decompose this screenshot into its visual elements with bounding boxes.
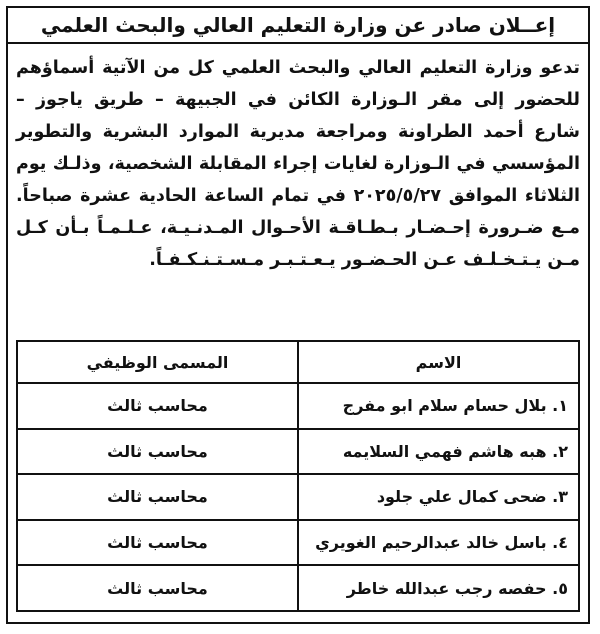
header-job-title: المسمى الوظيفي [17,341,298,383]
candidate-job-title: محاسب ثالث [17,383,298,429]
candidate-job-title: محاسب ثالث [17,474,298,520]
candidate-name: ٤. باسل خالد عبدالرحيم الغويري [298,520,579,566]
table-row [17,429,579,475]
candidate-name: ٢. هبه هاشم فهمي السلايمه [298,429,579,475]
announcement-body [16,52,580,276]
table-row [17,520,579,566]
candidate-job-title: محاسب ثالث [17,429,298,475]
table-row [17,474,579,520]
candidate-name: ٣. ضحى كمال علي جلود [298,474,579,520]
table-row [17,565,579,611]
candidate-job-title: محاسب ثالث [17,565,298,611]
announcement-title: إعــلان صادر عن وزارة التعليم العالي والبحث العلمي [8,8,588,44]
announcement-frame [6,6,590,624]
header-name: الاسم [298,341,579,383]
candidate-name: ٥. حفصه رجب عبدالله خاطر [298,565,579,611]
candidate-job-title: محاسب ثالث [17,520,298,566]
candidate-name: ١. بلال حسام سلام ابو مفرج [298,383,579,429]
announcement-paragraph: تدعو وزارة التعليم العالي والبحث العلمي كل من الآتية أسماؤهم للحضور إلى مقر الـوزارة الكائن في الجبيهة – طريق ياجوز – شارع أحمد الطراونة ومراجعة مديرية الموارد البشرية والتطوير المؤسسي في الـوزارة لغايات إجراء المقابلة الشخصية، وذلـك يوم الثلاثاء الموافق ٢٠٢٥/٥/٢٧ في تمام الساعة الحادية عشرة صباحاً. مـع ضـرورة إحـضـار بـطـاقـة الأحـوال المـدنـيـة، عـلـمـاً بـأن كـل مـن يـتـخـلـف عـن الحـضـور يـعـتـبـر مـسـتـنـكـفـاً. [16,58,580,270]
candidates-table-wrapper [16,340,580,612]
table-header-row [17,341,579,383]
table-row [17,383,579,429]
candidates-table [16,340,580,612]
